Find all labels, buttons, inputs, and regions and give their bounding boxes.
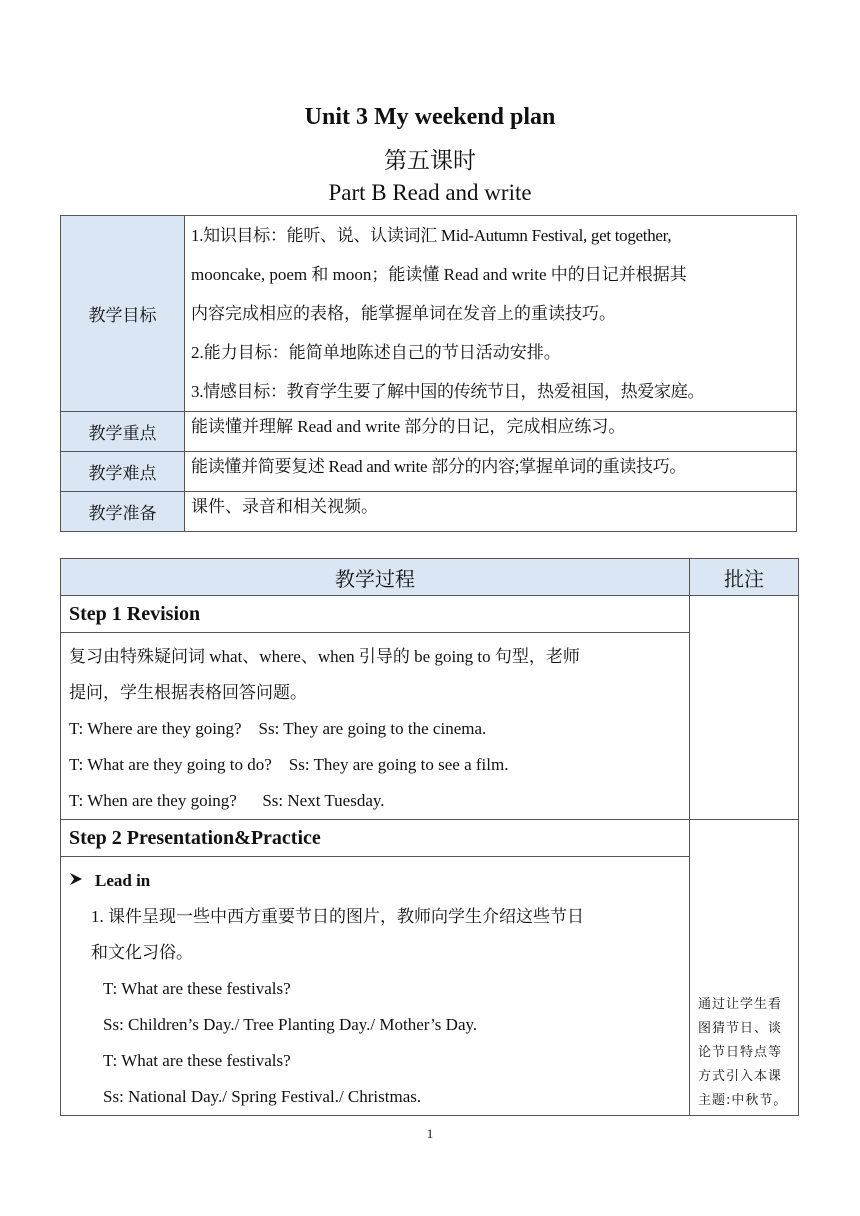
note-line: 方式引入本课 (698, 1069, 783, 1084)
table-row (61, 492, 797, 532)
lead-in-heading (69, 863, 681, 899)
table-row (61, 452, 797, 492)
dialog-line: T: What are these festivals? (103, 979, 291, 998)
objective-line: 1.知识目标：能听、说、认读词汇 Mid-Autumn Festival, get together, (191, 226, 672, 245)
table-row (61, 633, 799, 820)
note-line: 论节日特点等 (698, 1045, 783, 1060)
step1-line: 复习由特殊疑问词 what、where、when 引导的 be going to 句型，老师 (69, 647, 580, 666)
table-row (61, 596, 799, 633)
dialog-line: Ss: Children’s Day./ Tree Planting Day./ Mother’s Day. (103, 1015, 478, 1034)
process-column-header: 教学过程 (61, 559, 690, 596)
notes-column-header: 批注 (690, 559, 799, 596)
lead-in-label: Lead in (95, 871, 151, 890)
note-line: 通过让学生看 (698, 997, 783, 1012)
step1-content (61, 633, 690, 820)
lesson-part: Part B Read and write (328, 180, 532, 205)
table-row (61, 412, 797, 452)
objective-line: 3.情感目标：教育学生要了解中国的传统节日，热爱祖国，热爱家庭。 (191, 382, 705, 401)
arrow-bullet-icon (69, 863, 95, 899)
lesson-period: 第五课时 (384, 148, 476, 173)
step2-line: 和文化习俗。 (91, 943, 193, 962)
note-line: 主题:中秋节。 (698, 1093, 788, 1108)
step1-notes-cell (690, 596, 799, 820)
row-label-difficulties: 教学难点 (61, 452, 185, 492)
table-row (61, 857, 799, 1116)
objective-line: 2.能力目标：能简单地陈述自己的节日活动安排。 (191, 343, 561, 362)
step2-content (61, 857, 690, 1116)
row-label-objectives: 教学目标 (61, 216, 185, 412)
objective-line: mooncake, poem 和 moon；能读懂 Read and write 中的日记并根据其 (191, 265, 687, 284)
step2-line: 1. 课件呈现一些中西方重要节日的图片，教师向学生介绍这些节日 (91, 907, 584, 926)
key-points-content: 能读懂并理解 Read and write 部分的日记，完成相应练习。 (185, 412, 797, 452)
objective-line: 内容完成相应的表格，能掌握单词在发音上的重读技巧。 (191, 304, 616, 323)
step1-line: 提问，学生根据表格回答问题。 (69, 683, 307, 702)
dialog-line: Ss: National Day./ Spring Festival./ Christmas. (103, 1087, 422, 1106)
dialog-line: T: What are these festivals? (103, 1051, 291, 1070)
row-label-preparation: 教学准备 (61, 492, 185, 532)
step1-title: Step 1 Revision (61, 596, 690, 633)
table-row (61, 820, 799, 857)
step1-line: T: When are they going? Ss: Next Tuesday. (69, 791, 385, 810)
objectives-content (185, 216, 797, 412)
process-table (60, 558, 799, 1116)
difficulties-content: 能读懂并简要复述 Read and write 部分的内容;掌握单词的重读技巧。 (185, 452, 797, 492)
step1-line: T: What are they going to do? Ss: They are going to see a film. (69, 755, 509, 774)
objectives-table (60, 215, 797, 532)
step1-line: T: Where are they going? Ss: They are going to the cinema. (69, 719, 487, 738)
row-label-key-points: 教学重点 (61, 412, 185, 452)
note-line: 图猜节日、谈 (698, 1021, 783, 1036)
page-number: 1 (426, 1126, 434, 1141)
step2-notes-cell (690, 820, 799, 1116)
table-row (61, 216, 797, 412)
table-header-row (61, 559, 799, 596)
step2-title: Step 2 Presentation&Practice (61, 820, 690, 857)
document-title: Unit 3 My weekend plan (304, 104, 556, 130)
preparation-content: 课件、录音和相关视频。 (185, 492, 797, 532)
